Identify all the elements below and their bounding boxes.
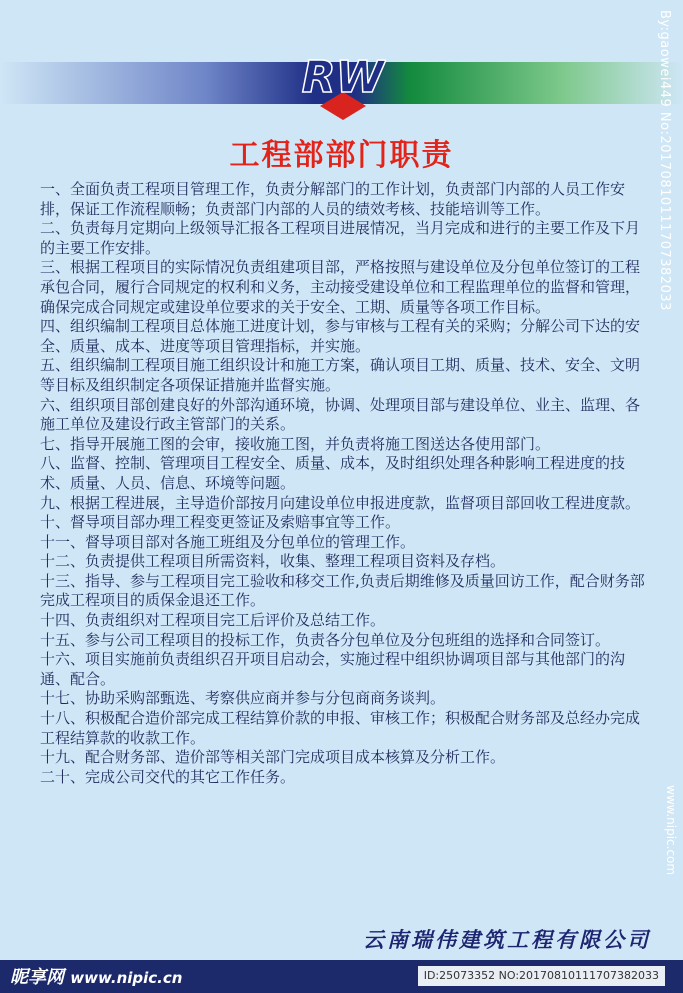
duty-item: 十八、积极配合造价部完成工程结算价款的申报、审核工作；积极配合财务部及总经办完成工程结算款的收款工作。 [40,709,641,747]
duty-item: 十四、负责组织对工程项目完工后评价及总结工作。 [40,611,386,630]
duty-item: 七、指导开展施工图的会审，接收施工图，并负责将施工图送达各使用部门。 [40,434,551,453]
duty-item: 三、根据工程项目的实际情况负责组建项目部，严格按照与建设单位及分包单位签订的工程承包合同，履行合同规定的权利和义务，主动接受建设单位和工程监理单位的监督和管理，确保完成合同规定或建设单位要求的关于安全、工期、质量等各项工作目标。 [40,258,641,316]
duty-item: 四、组织编制工程项目总体施工进度计划，参与审核与工程有关的采购；分解公司下达的安全、质量、成本、进度等项目管理指标，并实施。 [40,317,641,355]
footer-brand [10,963,182,989]
duty-item: 十二、负责提供工程项目所需资料，收集、整理工程项目资料及存档。 [40,552,506,571]
logo-letters: RW [301,52,385,103]
duty-item: 十六、项目实施前负责组织召开项目启动会，实施过程中组织协调项目部与其他部门的沟通、配合。 [40,650,626,688]
footer-brand-name: 昵享网 [10,967,64,988]
duty-item: 十九、配合财务部、造价部等相关部门完成项目成本核算及分析工作。 [40,748,506,767]
duty-item: 一、全面负责工程项目管理工作，负责分解部门的工作计划，负责部门内部的人员工作安排，保证工作流程顺畅；负责部门内部的人员的绩效考核、技能培训等工作。 [40,180,626,218]
footer-site: www.nipic.cn [70,969,183,987]
footer-id: ID:25073352 NO:20170810111707382033 [418,966,665,986]
duty-item: 九、根据工程进展，主导造价部按月向建设单位申报进度款，监督项目部回收工程进度款。 [40,493,641,512]
duty-item: 十三、指导、参与工程项目完工验收和移交工作,负责后期维修及质量回访工作，配合财务部完成工程项目的质保金退还工作。 [40,571,645,610]
duty-list [40,180,646,787]
vertical-watermark: By:gaowei449 No:20170810111707382033 [657,10,672,311]
duty-item: 二十、完成公司交代的其它工作任务。 [40,767,296,786]
side-watermark: www.nipic.com [664,785,678,876]
company-name: 云南瑞伟建筑工程有限公司 [363,927,651,952]
duty-item: 十一、督导项目部对各施工班组及分包单位的管理工作。 [40,532,416,551]
duty-item: 六、组织项目部创建良好的外部沟通环境，协调、处理项目部与建设单位、业主、监理、各施工单位及建设行政主管部门的关系。 [40,395,641,434]
page-title: 工程部部门职责 [229,138,454,173]
duty-item: 二、负责每月定期向上级领导汇报各工程项目进展情况，当月完成和进行的主要工作及下月的主要工作安排。 [40,219,641,257]
company-logo [300,40,386,120]
duty-item: 十、督导项目部办理工程变更签证及索赔事宜等工作。 [40,513,401,532]
duty-item: 十七、协助采购部甄选、考察供应商并参与分包商商务谈判。 [40,689,446,708]
duty-item: 八、监督、控制、管理项目工程安全、质量、成本，及时组织处理各种影响工程进度的技术、质量、人员、信息、环境等问题。 [40,454,626,492]
duty-item: 五、组织编制工程项目施工组织设计和施工方案，确认项目工期、质量、技术、安全、文明等目标及组织制定各项保证措施并监督实施。 [40,356,641,394]
duty-item: 十五、参与公司工程项目的投标工作，负责各分包单位及分包班组的选择和合同签订。 [40,630,611,649]
